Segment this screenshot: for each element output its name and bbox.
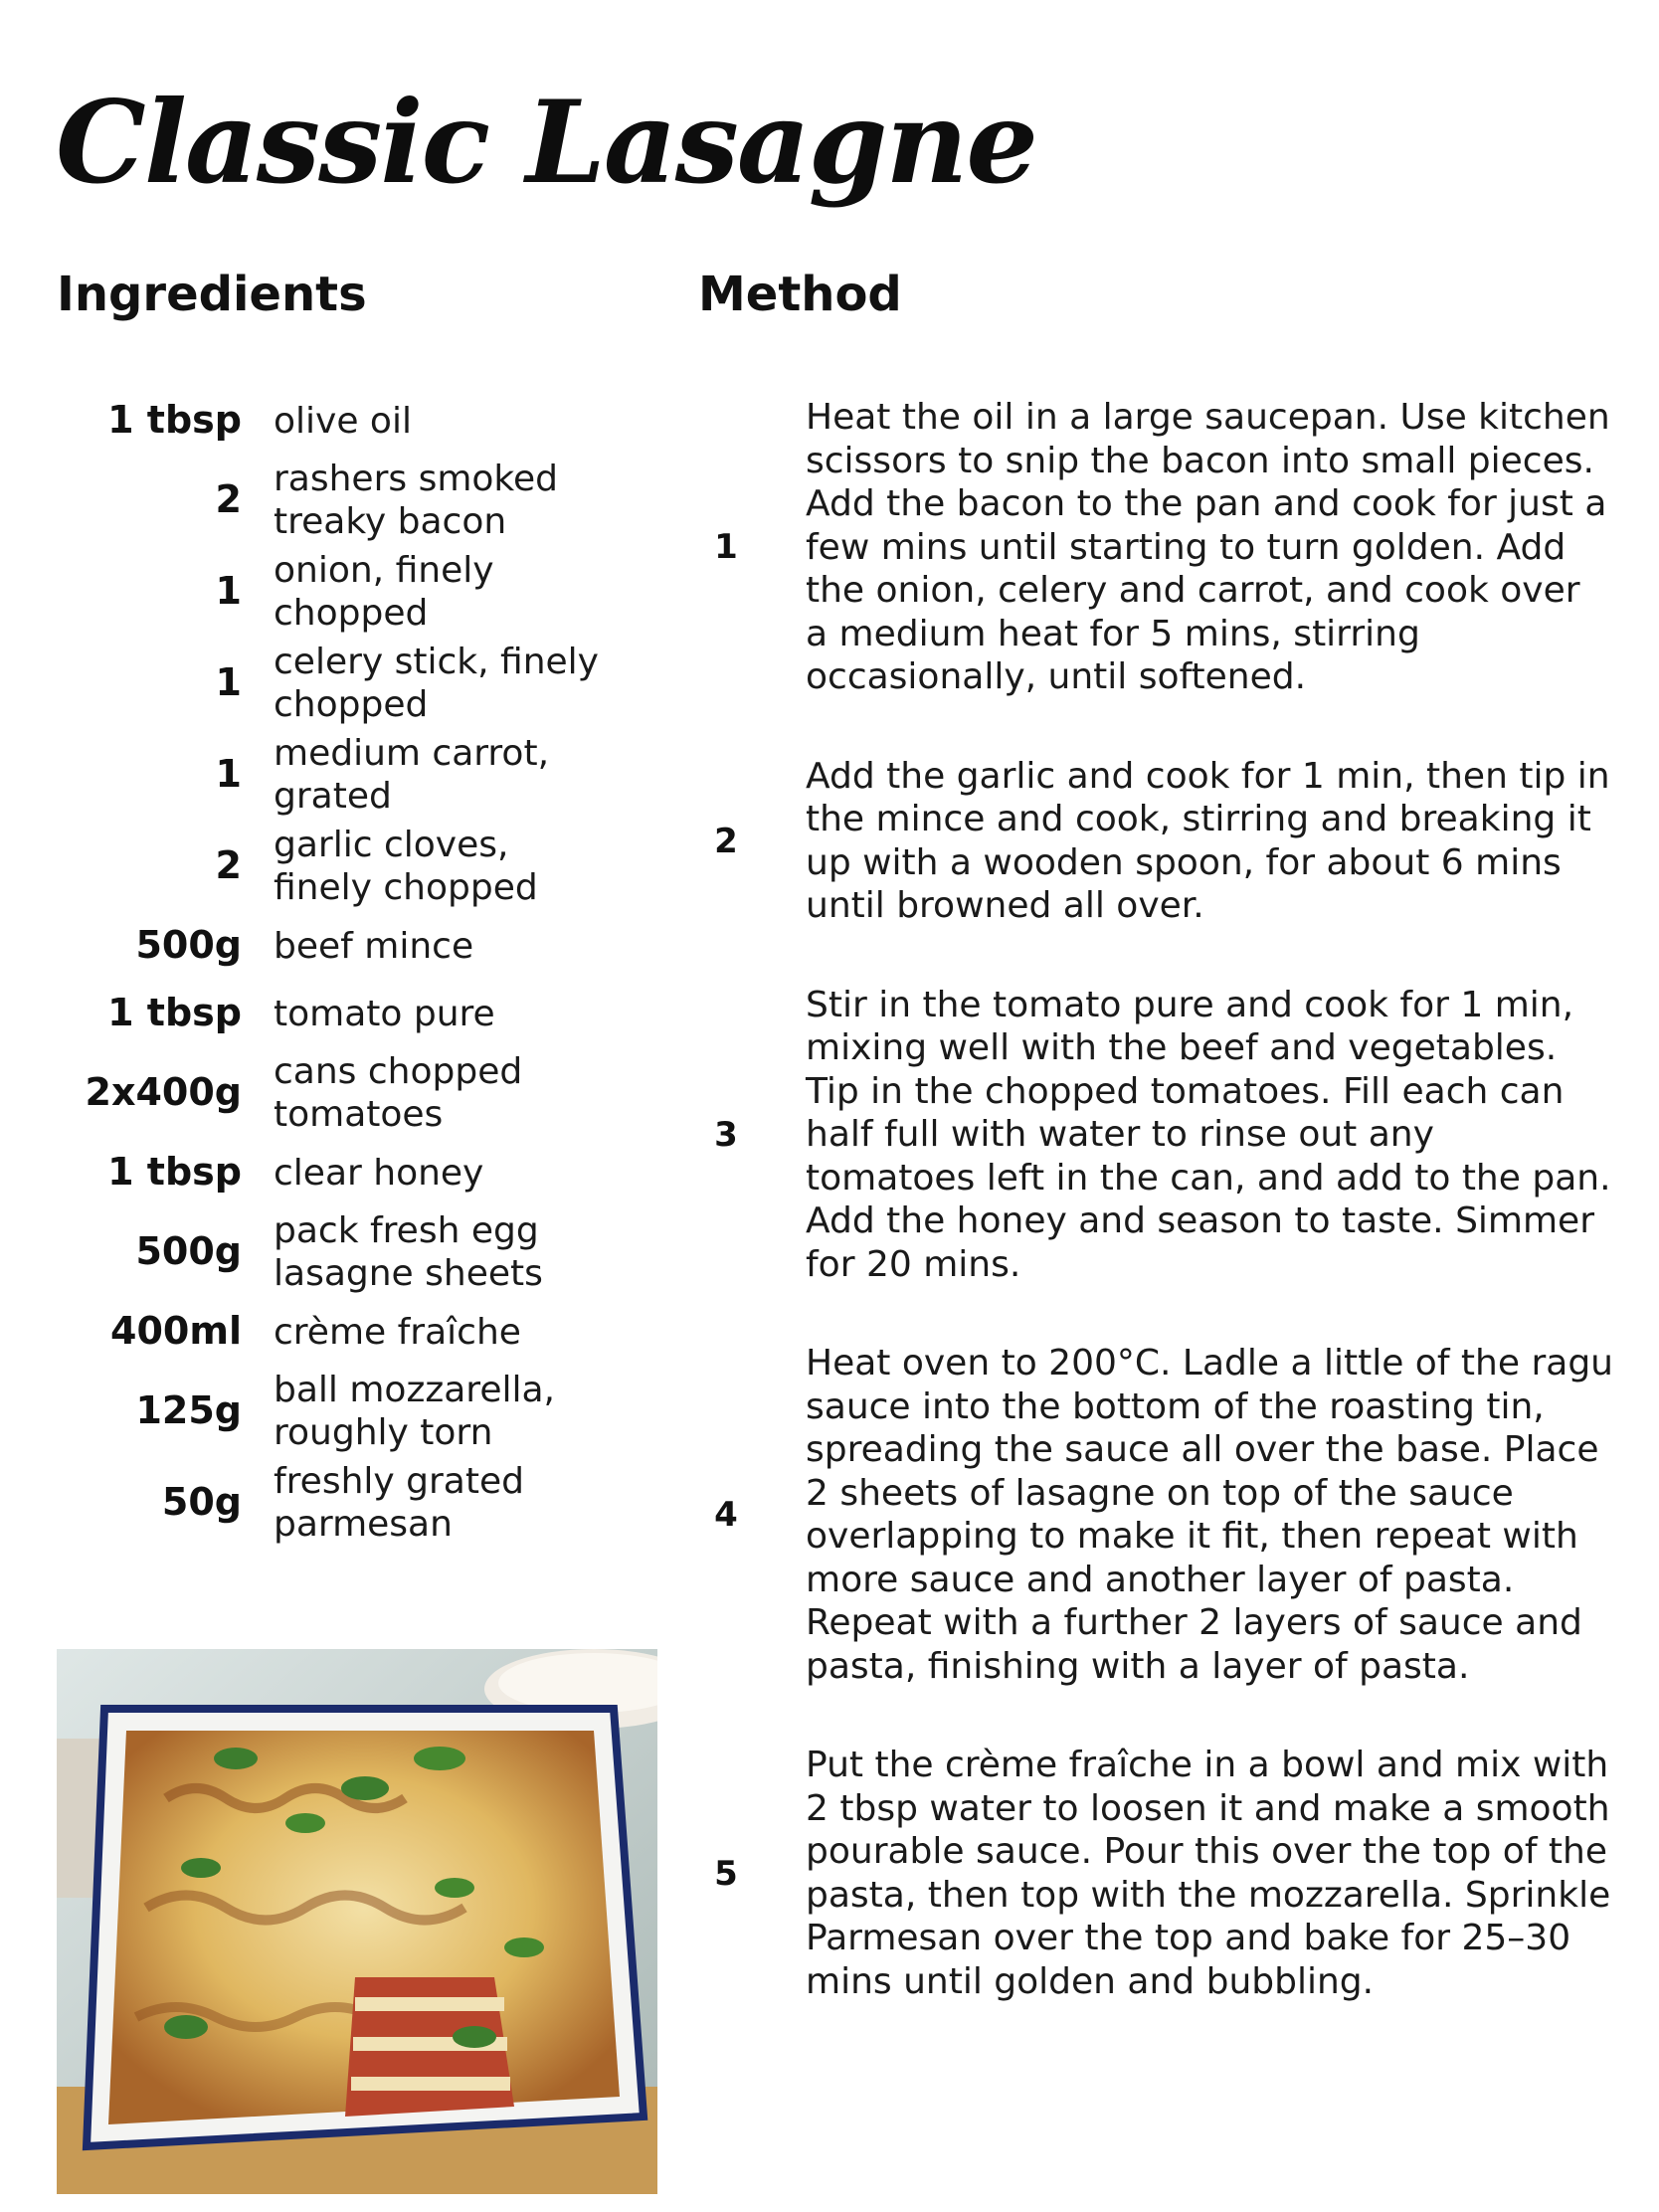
method-step — [698, 396, 1613, 699]
ingredient-row — [57, 983, 644, 1044]
step-text: Heat oven to 200°C. Ladle a little of the ragu sauce into the bottom of the roasting tin, spreading the sauce all over the base. Place 2 sheets of lasagne on top of the sauce overlapping to make it fit, then repeat with more sauce and another layer of pasta. Repeat with a further 2 layers of sauce and pasta, finishing with a layer of pasta. — [806, 1343, 1613, 1687]
ingredients-heading: Ingredients — [57, 267, 367, 322]
lasagne-photo — [57, 1649, 657, 2194]
method-list — [698, 396, 1613, 2059]
step-number: 3 — [714, 1114, 738, 1155]
ingredients-list — [57, 390, 644, 1552]
step-number: 4 — [714, 1495, 738, 1535]
ingredient-row — [57, 1369, 644, 1454]
method-heading: Method — [698, 267, 902, 322]
ingredient-quantity: 125g — [135, 1388, 242, 1433]
step-number: 5 — [714, 1853, 738, 1894]
ingredient-name: clear honey — [274, 1152, 484, 1194]
ingredient-row — [57, 1460, 644, 1546]
step-text: Stir in the tomato pure and cook for 1 min, mixing well with the beef and vegetables. Tip in the chopped tomatoes. Fill each can half full with water to rinse out any tomatoes left in the can, and add to the pan. Add the honey and season to taste. Simmer for 20 mins. — [806, 984, 1611, 1285]
ingredient-row — [57, 915, 644, 977]
ingredient-row — [57, 732, 644, 818]
ingredient-quantity: 500g — [135, 1229, 242, 1274]
ingredient-name: ball mozzarella, roughly torn — [274, 1370, 555, 1453]
ingredient-quantity: 1 tbsp — [107, 1150, 242, 1195]
method-step — [698, 1342, 1613, 1688]
ingredient-row — [57, 549, 644, 635]
ingredient-row — [57, 390, 644, 452]
ingredient-name: rashers smoked treaky bacon — [274, 459, 558, 542]
step-text: Add the garlic and cook for 1 min, then tip in the mince and cook, stirring and breaking it up with a wooden spoon, for about 6 mins until browned all over. — [806, 755, 1610, 926]
ingredient-name: cans chopped tomatoes — [274, 1051, 523, 1135]
ingredient-name: tomato pure — [274, 993, 495, 1034]
ingredient-quantity: 1 — [215, 569, 242, 614]
ingredient-name: freshly grated parmesan — [274, 1461, 524, 1545]
ingredient-quantity: 2 — [215, 843, 242, 888]
method-step — [698, 1744, 1613, 2003]
method-step — [698, 755, 1613, 928]
step-text: Heat the oil in a large saucepan. Use kitchen scissors to snip the bacon into small pieces. Add the bacon to the pan and cook for just a few mins until starting to turn golden. Add the onion, celery and carrot, and cook over a medium heat for 5 mins, stirring occasionally, until softened. — [806, 397, 1610, 697]
step-number: 2 — [714, 821, 738, 861]
recipe-title: Classic Lasagne — [56, 76, 1036, 209]
ingredient-row — [57, 1209, 644, 1295]
ingredient-row — [57, 1050, 644, 1136]
ingredient-row — [57, 1142, 644, 1203]
ingredient-quantity: 500g — [135, 923, 242, 968]
step-text: Put the crème fraîche in a bowl and mix with 2 tbsp water to loosen it and make a smooth pourable sauce. Pour this over the top of the pasta, then top with the mozzarella. Sprinkle Parmesan over the top and bake for 25–30 mins until golden and bubbling. — [806, 1745, 1611, 2002]
step-number: 1 — [714, 527, 738, 568]
ingredient-name: beef mince — [274, 925, 474, 967]
ingredient-row — [57, 824, 644, 909]
ingredient-name: garlic cloves, finely chopped — [274, 825, 538, 908]
ingredient-name: onion, finely chopped — [274, 550, 494, 634]
ingredient-quantity: 2 — [215, 477, 242, 522]
ingredient-name: pack fresh egg lasagne sheets — [274, 1210, 543, 1294]
ingredient-quantity: 1 tbsp — [107, 398, 242, 443]
ingredient-name: crème fraîche — [274, 1311, 521, 1353]
method-step — [698, 984, 1613, 1287]
ingredient-quantity: 2x400g — [85, 1070, 242, 1115]
ingredient-quantity: 1 — [215, 752, 242, 797]
ingredient-name: celery stick, finely chopped — [274, 642, 599, 725]
ingredient-quantity: 400ml — [110, 1309, 242, 1354]
ingredient-quantity: 1 tbsp — [107, 991, 242, 1035]
lasagne-photo-illustration — [57, 1649, 657, 2194]
ingredient-quantity: 50g — [161, 1480, 242, 1525]
ingredient-row — [57, 458, 644, 543]
ingredient-row — [57, 641, 644, 726]
ingredient-quantity: 1 — [215, 660, 242, 705]
ingredient-row — [57, 1301, 644, 1363]
ingredient-name: olive oil — [274, 400, 412, 442]
ingredient-name: medium carrot, grated — [274, 733, 550, 817]
